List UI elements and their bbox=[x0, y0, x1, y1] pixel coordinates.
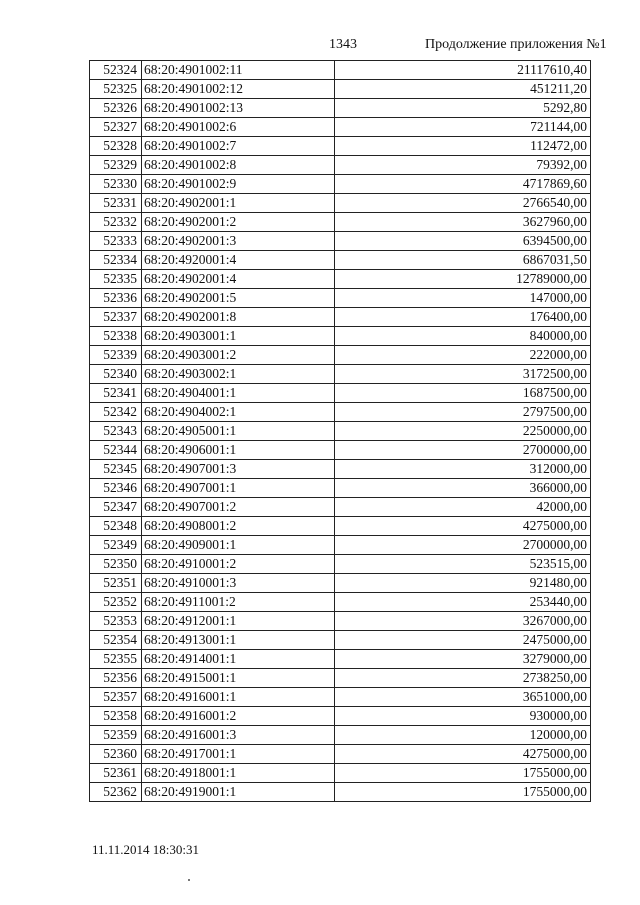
row-number: 52354 bbox=[90, 631, 142, 650]
cadastral-value: 5292,80 bbox=[335, 99, 591, 118]
row-number: 52358 bbox=[90, 707, 142, 726]
table-row bbox=[90, 403, 591, 422]
cadastral-number: 68:20:4907001:3 bbox=[142, 460, 335, 479]
cadastral-number: 68:20:4917001:1 bbox=[142, 745, 335, 764]
data-table bbox=[89, 60, 591, 802]
row-number: 52340 bbox=[90, 365, 142, 384]
cadastral-number: 68:20:4905001:1 bbox=[142, 422, 335, 441]
cadastral-number: 68:20:4915001:1 bbox=[142, 669, 335, 688]
cadastral-number: 68:20:4913001:1 bbox=[142, 631, 335, 650]
table-row bbox=[90, 650, 591, 669]
table-row bbox=[90, 384, 591, 403]
cadastral-value: 120000,00 bbox=[335, 726, 591, 745]
cadastral-value: 79392,00 bbox=[335, 156, 591, 175]
row-number: 52336 bbox=[90, 289, 142, 308]
cadastral-number: 68:20:4910001:3 bbox=[142, 574, 335, 593]
row-number: 52362 bbox=[90, 783, 142, 802]
cadastral-number: 68:20:4906001:1 bbox=[142, 441, 335, 460]
table-row bbox=[90, 80, 591, 99]
cadastral-number: 68:20:4904001:1 bbox=[142, 384, 335, 403]
table-row bbox=[90, 308, 591, 327]
cadastral-number: 68:20:4907001:1 bbox=[142, 479, 335, 498]
cadastral-number: 68:20:4902001:5 bbox=[142, 289, 335, 308]
cadastral-value: 2250000,00 bbox=[335, 422, 591, 441]
cadastral-value: 222000,00 bbox=[335, 346, 591, 365]
table-row bbox=[90, 346, 591, 365]
row-number: 52349 bbox=[90, 536, 142, 555]
row-number: 52355 bbox=[90, 650, 142, 669]
table-row bbox=[90, 726, 591, 745]
table-row bbox=[90, 783, 591, 802]
table-body bbox=[90, 61, 591, 802]
cadastral-value: 4275000,00 bbox=[335, 517, 591, 536]
cadastral-value: 3651000,00 bbox=[335, 688, 591, 707]
row-number: 52330 bbox=[90, 175, 142, 194]
row-number: 52333 bbox=[90, 232, 142, 251]
table-row bbox=[90, 631, 591, 650]
cadastral-number: 68:20:4902001:2 bbox=[142, 213, 335, 232]
cadastral-value: 4717869,60 bbox=[335, 175, 591, 194]
table-row bbox=[90, 688, 591, 707]
row-number: 52361 bbox=[90, 764, 142, 783]
cadastral-value: 312000,00 bbox=[335, 460, 591, 479]
table-row bbox=[90, 422, 591, 441]
table-row bbox=[90, 745, 591, 764]
table-row bbox=[90, 593, 591, 612]
row-number: 52357 bbox=[90, 688, 142, 707]
table-row bbox=[90, 194, 591, 213]
cadastral-value: 112472,00 bbox=[335, 137, 591, 156]
row-number: 52341 bbox=[90, 384, 142, 403]
table-row bbox=[90, 118, 591, 137]
table-row bbox=[90, 498, 591, 517]
row-number: 52335 bbox=[90, 270, 142, 289]
cadastral-value: 12789000,00 bbox=[335, 270, 591, 289]
cadastral-number: 68:20:4916001:1 bbox=[142, 688, 335, 707]
row-number: 52348 bbox=[90, 517, 142, 536]
cadastral-value: 4275000,00 bbox=[335, 745, 591, 764]
page-number: 1343 bbox=[329, 37, 357, 52]
row-number: 52334 bbox=[90, 251, 142, 270]
row-number: 52327 bbox=[90, 118, 142, 137]
table-row bbox=[90, 441, 591, 460]
cadastral-value: 1755000,00 bbox=[335, 783, 591, 802]
cadastral-value: 3627960,00 bbox=[335, 213, 591, 232]
cadastral-value: 42000,00 bbox=[335, 498, 591, 517]
cadastral-value: 366000,00 bbox=[335, 479, 591, 498]
cadastral-number: 68:20:4903001:1 bbox=[142, 327, 335, 346]
row-number: 52352 bbox=[90, 593, 142, 612]
table-row bbox=[90, 365, 591, 384]
cadastral-value: 176400,00 bbox=[335, 308, 591, 327]
table-row bbox=[90, 517, 591, 536]
cadastral-value: 451211,20 bbox=[335, 80, 591, 99]
data-table-container bbox=[89, 60, 590, 802]
row-number: 52324 bbox=[90, 61, 142, 80]
table-row bbox=[90, 707, 591, 726]
cadastral-value: 1687500,00 bbox=[335, 384, 591, 403]
row-number: 52343 bbox=[90, 422, 142, 441]
cadastral-value: 3279000,00 bbox=[335, 650, 591, 669]
row-number: 52331 bbox=[90, 194, 142, 213]
row-number: 52325 bbox=[90, 80, 142, 99]
row-number: 52329 bbox=[90, 156, 142, 175]
cadastral-value: 2700000,00 bbox=[335, 536, 591, 555]
cadastral-value: 721144,00 bbox=[335, 118, 591, 137]
table-row bbox=[90, 232, 591, 251]
row-number: 52347 bbox=[90, 498, 142, 517]
table-row bbox=[90, 327, 591, 346]
cadastral-number: 68:20:4902001:4 bbox=[142, 270, 335, 289]
cadastral-value: 2700000,00 bbox=[335, 441, 591, 460]
table-row bbox=[90, 612, 591, 631]
row-number: 52351 bbox=[90, 574, 142, 593]
row-number: 52326 bbox=[90, 99, 142, 118]
table-row bbox=[90, 213, 591, 232]
row-number: 52350 bbox=[90, 555, 142, 574]
cadastral-number: 68:20:4920001:4 bbox=[142, 251, 335, 270]
cadastral-value: 523515,00 bbox=[335, 555, 591, 574]
page-caption: Продолжение приложения №1 bbox=[425, 37, 607, 52]
cadastral-number: 68:20:4903002:1 bbox=[142, 365, 335, 384]
cadastral-value: 840000,00 bbox=[335, 327, 591, 346]
cadastral-number: 68:20:4902001:1 bbox=[142, 194, 335, 213]
table-row bbox=[90, 289, 591, 308]
row-number: 52332 bbox=[90, 213, 142, 232]
cadastral-number: 68:20:4916001:2 bbox=[142, 707, 335, 726]
table-row bbox=[90, 536, 591, 555]
cadastral-number: 68:20:4907001:2 bbox=[142, 498, 335, 517]
cadastral-value: 6394500,00 bbox=[335, 232, 591, 251]
cadastral-number: 68:20:4903001:2 bbox=[142, 346, 335, 365]
table-row bbox=[90, 555, 591, 574]
cadastral-number: 68:20:4901002:11 bbox=[142, 61, 335, 80]
cadastral-value: 2766540,00 bbox=[335, 194, 591, 213]
row-number: 52360 bbox=[90, 745, 142, 764]
cadastral-number: 68:20:4910001:2 bbox=[142, 555, 335, 574]
row-number: 52345 bbox=[90, 460, 142, 479]
table-row bbox=[90, 61, 591, 80]
cadastral-value: 3172500,00 bbox=[335, 365, 591, 384]
row-number: 52353 bbox=[90, 612, 142, 631]
row-number: 52344 bbox=[90, 441, 142, 460]
table-row bbox=[90, 251, 591, 270]
cadastral-value: 6867031,50 bbox=[335, 251, 591, 270]
table-row bbox=[90, 156, 591, 175]
cadastral-value: 21117610,40 bbox=[335, 61, 591, 80]
cadastral-value: 930000,00 bbox=[335, 707, 591, 726]
cadastral-number: 68:20:4901002:8 bbox=[142, 156, 335, 175]
row-number: 52356 bbox=[90, 669, 142, 688]
row-number: 52328 bbox=[90, 137, 142, 156]
table-row bbox=[90, 574, 591, 593]
table-row bbox=[90, 479, 591, 498]
print-timestamp: 11.11.2014 18:30:31 bbox=[92, 842, 200, 857]
cadastral-number: 68:20:4912001:1 bbox=[142, 612, 335, 631]
table-row bbox=[90, 764, 591, 783]
cadastral-value: 2738250,00 bbox=[335, 669, 591, 688]
cadastral-value: 147000,00 bbox=[335, 289, 591, 308]
table-row bbox=[90, 460, 591, 479]
cadastral-number: 68:20:4909001:1 bbox=[142, 536, 335, 555]
cadastral-number: 68:20:4901002:9 bbox=[142, 175, 335, 194]
cadastral-value: 2797500,00 bbox=[335, 403, 591, 422]
row-number: 52337 bbox=[90, 308, 142, 327]
row-number: 52339 bbox=[90, 346, 142, 365]
cadastral-number: 68:20:4919001:1 bbox=[142, 783, 335, 802]
cadastral-number: 68:20:4902001:3 bbox=[142, 232, 335, 251]
scan-speck bbox=[188, 879, 190, 881]
table-row bbox=[90, 175, 591, 194]
cadastral-number: 68:20:4901002:6 bbox=[142, 118, 335, 137]
table-row bbox=[90, 270, 591, 289]
cadastral-number: 68:20:4911001:2 bbox=[142, 593, 335, 612]
cadastral-number: 68:20:4918001:1 bbox=[142, 764, 335, 783]
cadastral-number: 68:20:4908001:2 bbox=[142, 517, 335, 536]
row-number: 52346 bbox=[90, 479, 142, 498]
cadastral-number: 68:20:4901002:7 bbox=[142, 137, 335, 156]
cadastral-value: 2475000,00 bbox=[335, 631, 591, 650]
cadastral-number: 68:20:4914001:1 bbox=[142, 650, 335, 669]
row-number: 52342 bbox=[90, 403, 142, 422]
table-row bbox=[90, 99, 591, 118]
cadastral-value: 253440,00 bbox=[335, 593, 591, 612]
cadastral-value: 3267000,00 bbox=[335, 612, 591, 631]
cadastral-number: 68:20:4901002:13 bbox=[142, 99, 335, 118]
cadastral-number: 68:20:4904002:1 bbox=[142, 403, 335, 422]
cadastral-value: 1755000,00 bbox=[335, 764, 591, 783]
cadastral-number: 68:20:4901002:12 bbox=[142, 80, 335, 99]
table-row bbox=[90, 669, 591, 688]
table-row bbox=[90, 137, 591, 156]
row-number: 52338 bbox=[90, 327, 142, 346]
cadastral-number: 68:20:4902001:8 bbox=[142, 308, 335, 327]
cadastral-number: 68:20:4916001:3 bbox=[142, 726, 335, 745]
cadastral-value: 921480,00 bbox=[335, 574, 591, 593]
row-number: 52359 bbox=[90, 726, 142, 745]
